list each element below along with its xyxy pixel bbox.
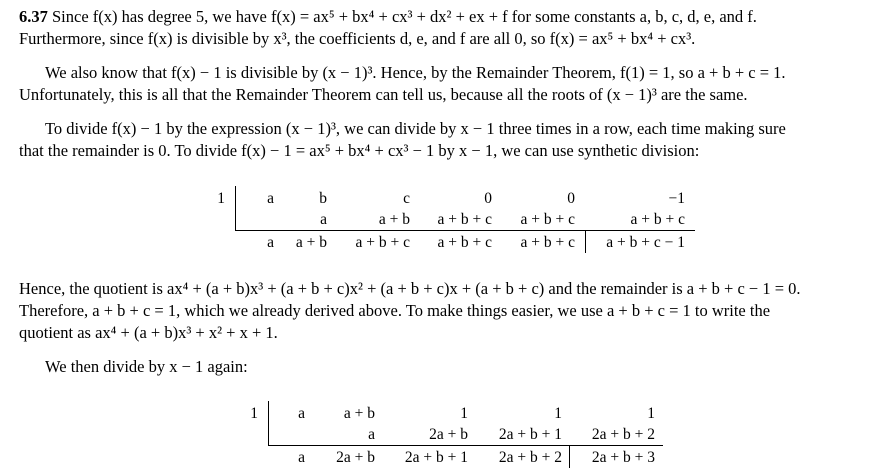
divider-horizontal (268, 445, 663, 446)
table-cell: 2a + b + 2 (591, 426, 655, 443)
table-cell: 0 (484, 190, 492, 207)
table-cell: c (403, 190, 410, 207)
paragraph-4-line-1: Hence, the quotient is ax⁴ + (a + b)x³ + (a + b + c)x² + (a + b + c)x + (a + b + c) and the remainder is a + b + c − 1 = 0. (19, 279, 801, 298)
table-cell: a + b + c (520, 211, 575, 228)
table-cell: 1 (554, 405, 562, 422)
table-cell: a + b + c (437, 211, 492, 228)
table-cell: a (320, 211, 327, 228)
table-cell: −1 (668, 190, 685, 207)
table-cell: a + b (343, 405, 375, 422)
table-cell: a + b + c (520, 234, 575, 251)
paragraph-3-line-2: that the remainder is 0. To divide f(x) − 1 = ax⁵ + bx⁴ + cx³ − 1 by x − 1, we can use synthetic division: (19, 141, 700, 160)
table-cell: a + b (295, 234, 327, 251)
table-cell: a (267, 234, 274, 251)
table-cell: a (368, 426, 375, 443)
table-cell: b (319, 190, 327, 207)
solution-number: 6.37 (19, 7, 48, 26)
divisor: 1 (217, 190, 225, 207)
table-cell: 1 (460, 405, 468, 422)
paragraph-5-line-1: We then divide by x − 1 again: (45, 357, 248, 376)
paragraph-3-line-1: To divide f(x) − 1 by the expression (x − 1)³, we can divide by x − 1 three times in a row, each time making sure (45, 119, 786, 138)
paragraph-2-line-2: Unfortunately, this is all that the Remainder Theorem can tell us, because all the roots of (x − 1)³ are the same. (19, 85, 748, 104)
table-cell: 0 (567, 190, 575, 207)
paragraph-2-line-1: We also know that f(x) − 1 is divisible by (x − 1)³. Hence, by the Remainder Theorem, f(1) = 1, so a + b + c = 1. (45, 63, 786, 82)
table-cell: a (267, 190, 274, 207)
table-cell: 2a + b + 1 (404, 449, 468, 466)
remainder-cell: a + b + c − 1 (606, 234, 685, 251)
table-cell: a (298, 449, 305, 466)
paragraph-4-line-2: Therefore, a + b + c = 1, which we already derived above. To make things easier, we use a + b + c = 1 to write the (19, 301, 771, 320)
paragraph-4-line-3: quotient as ax⁴ + (a + b)x³ + x² + x + 1. (19, 323, 278, 342)
table-cell: a + b (378, 211, 410, 228)
divisor: 1 (250, 405, 258, 422)
remainder-divider (569, 446, 570, 468)
table-cell: 2a + b (429, 426, 468, 443)
table-cell: a + b + c (437, 234, 492, 251)
table-cell: 2a + b + 2 (498, 449, 562, 466)
table-cell: a + b + c (630, 211, 685, 228)
remainder-cell: 2a + b + 3 (591, 449, 655, 466)
paragraph-1-line-1-text: Since f(x) has degree 5, we have f(x) = ax⁵ + bx⁴ + cx³ + dx² + ex + f for some constants a, b, c, d, e, and f. (52, 7, 757, 26)
table-cell: a + b + c (355, 234, 410, 251)
table-cell: a (298, 405, 305, 422)
paragraph-1-line-2: Furthermore, since f(x) is divisible by x³, the coefficients d, e, and f are all 0, so f(x) = ax⁵ + bx⁴ + cx³. (19, 29, 696, 48)
table-cell: 2a + b + 1 (498, 426, 562, 443)
table-cell: 1 (647, 405, 655, 422)
table-cell: 2a + b (336, 449, 375, 466)
